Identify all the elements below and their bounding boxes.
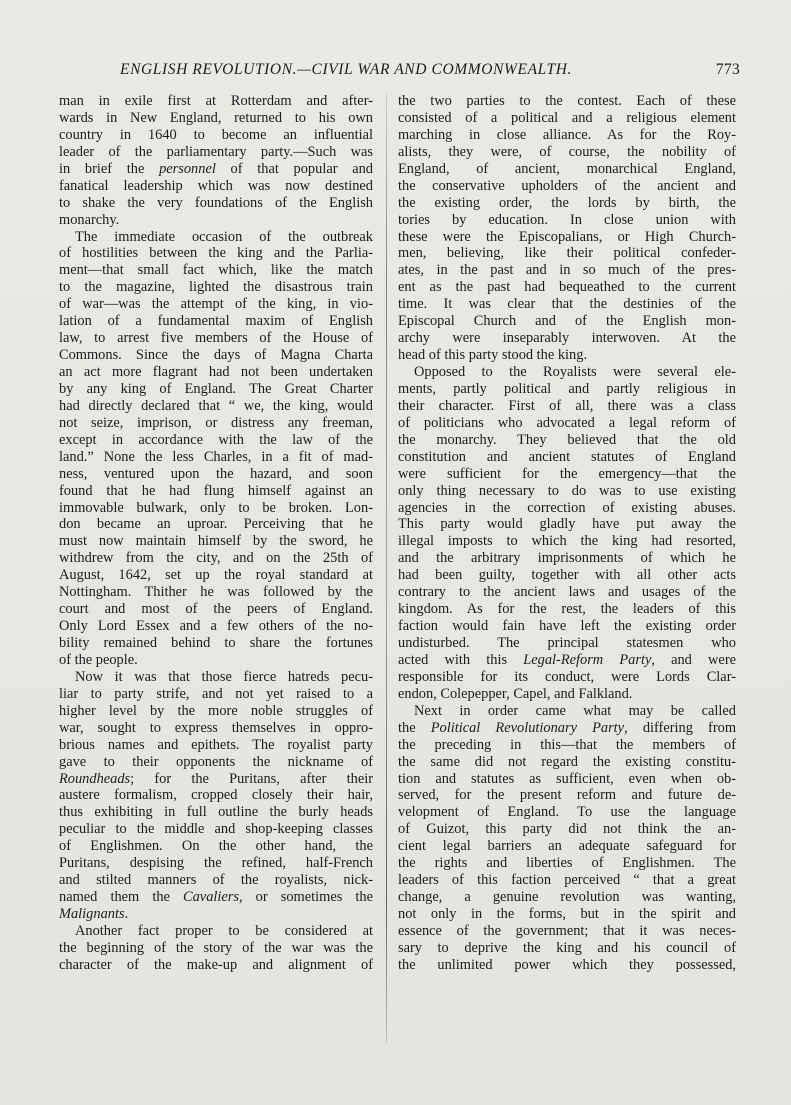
text-line: the rights and liberties of Englishmen. The	[398, 855, 736, 872]
text-line: ness, ventured upon the hazard, and soon	[59, 465, 373, 482]
text-line: immovable bulwark, only to be broken. Lon-	[59, 499, 373, 516]
text-line: court and most of the peers of England.	[59, 601, 373, 618]
text-line: head of this party stood the king.	[398, 347, 588, 364]
text-line: essence of the government; that it was neces-	[398, 922, 736, 939]
text-line: must now maintain himself by the sword, he	[59, 533, 373, 550]
text-line: contrary to the ancient laws and usages of the	[398, 584, 736, 601]
text-line: tion and statutes as sufficient, even when ob-	[398, 770, 736, 787]
text-line: the two parties to the contest. Each of these	[398, 93, 736, 109]
text-line: kingdom. As for the rest, the leaders of this	[398, 601, 736, 618]
text-line: the same did not regard the existing constitu-	[398, 753, 736, 770]
text-line: agencies in the correction of existing abuses.	[398, 499, 736, 516]
text-line: higher level by the more noble struggles of	[59, 702, 373, 719]
text-line: Nottingham. Thither he was followed by the	[59, 584, 373, 601]
page-number: 773	[715, 61, 740, 78]
text-line: endon, Colepepper, Capel, and Falkland.	[398, 685, 633, 702]
text-line: Next in order came what may be called	[414, 702, 736, 719]
text-line: faction would fain have left the existing order	[398, 618, 736, 635]
text-line: sary to deprive the king and his council of	[398, 939, 736, 956]
text-line: leaders of this faction perceived “ that a great	[398, 872, 736, 889]
text-line: of war—was the attempt of the king, in vio-	[59, 296, 373, 313]
right-text-column	[398, 93, 736, 974]
italic-term: Malignants	[59, 906, 125, 922]
text-line: acted with this Legal-Reform Party, and were	[398, 651, 736, 668]
text-line: and the arbitrary imprisonments of which he	[398, 550, 736, 567]
text-line: had directly declared that “ we, the king, would	[59, 397, 373, 414]
text-line: Malignants.	[59, 906, 129, 922]
text-line: austere formalism, cropped closely their hair,	[59, 787, 373, 804]
text-line: don became an uproar. Perceiving that he	[59, 516, 373, 533]
text-line: to shake the very foundations of the English	[59, 194, 373, 211]
text-line: Roundheads; for the Puritans, after their	[59, 770, 373, 787]
text-line: by any king of England. The Great Charter	[59, 380, 373, 397]
text-line: in brief the personnel of that popular and	[59, 160, 373, 177]
text-line: archy were inseparably interwoven. At the	[398, 330, 736, 347]
text-line: of hostilities between the king and the Parlia-	[59, 245, 373, 262]
text-line: liar to party strife, and not yet raised to a	[59, 685, 373, 702]
text-line: monarchy.	[59, 211, 120, 228]
text-line: August, 1642, set up the royal standard at	[59, 567, 373, 584]
text-line: time. It was clear that the destinies of the	[398, 296, 736, 313]
text-line: an act more flagrant had not been undertaken	[59, 364, 373, 380]
text-line: gave to their opponents the nickname of	[59, 753, 373, 770]
text-line: had been guilty, together with all other acts	[398, 567, 736, 584]
text-line: Only Lord Essex and a few others of the no-	[59, 618, 373, 635]
text-line: This party would gladly have put away the	[398, 516, 736, 533]
text-line: their character. First of all, there was a class	[398, 397, 736, 414]
running-head-title: ENGLISH REVOLUTION.—CIVIL WAR AND COMMONWEALTH.	[120, 61, 573, 78]
text-line: velopment of England. To use the language	[398, 804, 736, 821]
running-head	[120, 61, 740, 81]
text-line: constitution and ancient statutes of England	[398, 448, 736, 465]
text-line: except in accordance with the law of the	[59, 431, 373, 448]
text-line: of Guizot, this party did not think the an-	[398, 821, 736, 838]
text-line: withdrew from the city, and on the 25th of	[59, 550, 373, 567]
text-line: not seize, imprison, or distress any freeman,	[59, 414, 373, 431]
text-line: tories by education. In close union with	[398, 211, 736, 228]
left-text-column	[59, 93, 373, 974]
text-line: of politicians who advocated a legal reform of	[398, 414, 736, 431]
text-line: these were the Episcopalians, or High Church-	[398, 228, 736, 245]
text-line: men, believing, like their political confeder-	[398, 245, 736, 262]
text-line: Episcopal Church and of the English mon-	[398, 313, 736, 330]
text-line: Opposed to the Royalists were several ele-	[414, 364, 736, 380]
text-line: change, a genuine revolution was wanting,	[398, 889, 736, 906]
text-line: The immediate occasion of the outbreak	[75, 228, 373, 245]
text-line: Commons. Since the days of Magna Charta	[59, 347, 373, 364]
text-line: the monarchy. They believed that the old	[398, 431, 736, 448]
text-line: bility remained behind to share the fortunes	[59, 635, 373, 651]
text-line: of Englishmen. On the other hand, the	[59, 838, 373, 855]
text-line: marching in close alliance. As for the Roy-	[398, 126, 736, 143]
text-line: England, of ancient, monarchical England,	[398, 160, 736, 177]
text-line: the unlimited power which they possessed,	[398, 956, 736, 973]
text-line: undisturbed. The principal statesmen who	[398, 635, 736, 651]
text-line: not only in the forms, but in the spirit and	[398, 906, 736, 922]
text-line: land.” None the less Charles, in a fit of mad-	[59, 448, 373, 465]
text-line: only thing necessary to do was to use existing	[398, 482, 736, 499]
text-line: brious names and epithets. The royalist party	[59, 736, 373, 753]
text-line: were sufficient for the emergency—that the	[398, 465, 736, 482]
text-line: cient legal barriers an adequate safeguard for	[398, 838, 736, 855]
text-line: lation of a fundamental maxim of English	[59, 313, 373, 330]
text-line: war, sought to express themselves in oppro-	[59, 719, 373, 736]
italic-term: Roundheads	[59, 770, 131, 787]
text-line: of the people.	[59, 651, 138, 668]
text-line: the beginning of the story of the war was the	[59, 939, 373, 956]
italic-term: Legal-Reform Party	[523, 651, 652, 668]
text-line: Another fact proper to be considered at	[75, 922, 373, 939]
text-line: consisted of a political and a religious element	[398, 109, 736, 126]
text-line: ments, partly political and partly religious in	[398, 380, 736, 397]
text-line: character of the make-up and alignment of	[59, 956, 373, 973]
column-divider-rule	[386, 94, 387, 1042]
text-line: the conservative upholders of the ancient and	[398, 177, 736, 194]
text-line: and stilted manners of the royalists, nick-	[59, 872, 373, 889]
text-line: Now it was that those fierce hatreds pecu-	[75, 668, 373, 685]
text-line: wards in New England, returned to his own	[59, 109, 373, 126]
text-line: peculiar to the middle and shop-keeping classes	[59, 821, 373, 838]
text-line: the existing order, the lords by birth, the	[398, 194, 736, 211]
text-line: ent as the past had bequeathed to the current	[398, 279, 736, 296]
text-line: thus exhibiting in full outline the burly heads	[59, 804, 373, 821]
italic-term: personnel	[159, 160, 216, 177]
text-line: the preceding in this—that the members of	[398, 736, 736, 753]
text-line: alists, they were, of course, the nobility of	[398, 143, 736, 160]
text-line: the Political Revolutionary Party, differing from	[398, 719, 737, 736]
text-line: to the magazine, lighted the disastrous train	[59, 279, 373, 296]
text-line: leader of the parliamentary party.—Such was	[59, 143, 373, 160]
text-line: responsible for its conduct, were Lords Clar-	[398, 668, 736, 685]
text-line: man in exile first at Rotterdam and after-	[59, 93, 373, 109]
text-line: illegal imposts to which the king had resorted,	[398, 533, 736, 550]
text-line: law, to arrest five members of the House of	[59, 330, 373, 347]
text-line: ates, in the past and in so much of the pres-	[398, 262, 736, 279]
text-line: named them the Cavaliers, or sometimes the	[59, 889, 373, 906]
text-line: country in 1640 to become an influential	[59, 126, 373, 143]
text-line: found that he had flung himself against an	[59, 482, 373, 499]
italic-term: Political Revolutionary Party	[430, 719, 625, 736]
text-line: ment—that small fact which, like the match	[59, 262, 373, 279]
text-line: served, for the present reform and future de-	[398, 787, 736, 804]
italic-term: Cavaliers	[183, 889, 239, 906]
text-line: Puritans, despising the refined, half-French	[59, 855, 373, 872]
text-line: fanatical leadership which was now destined	[59, 177, 373, 194]
